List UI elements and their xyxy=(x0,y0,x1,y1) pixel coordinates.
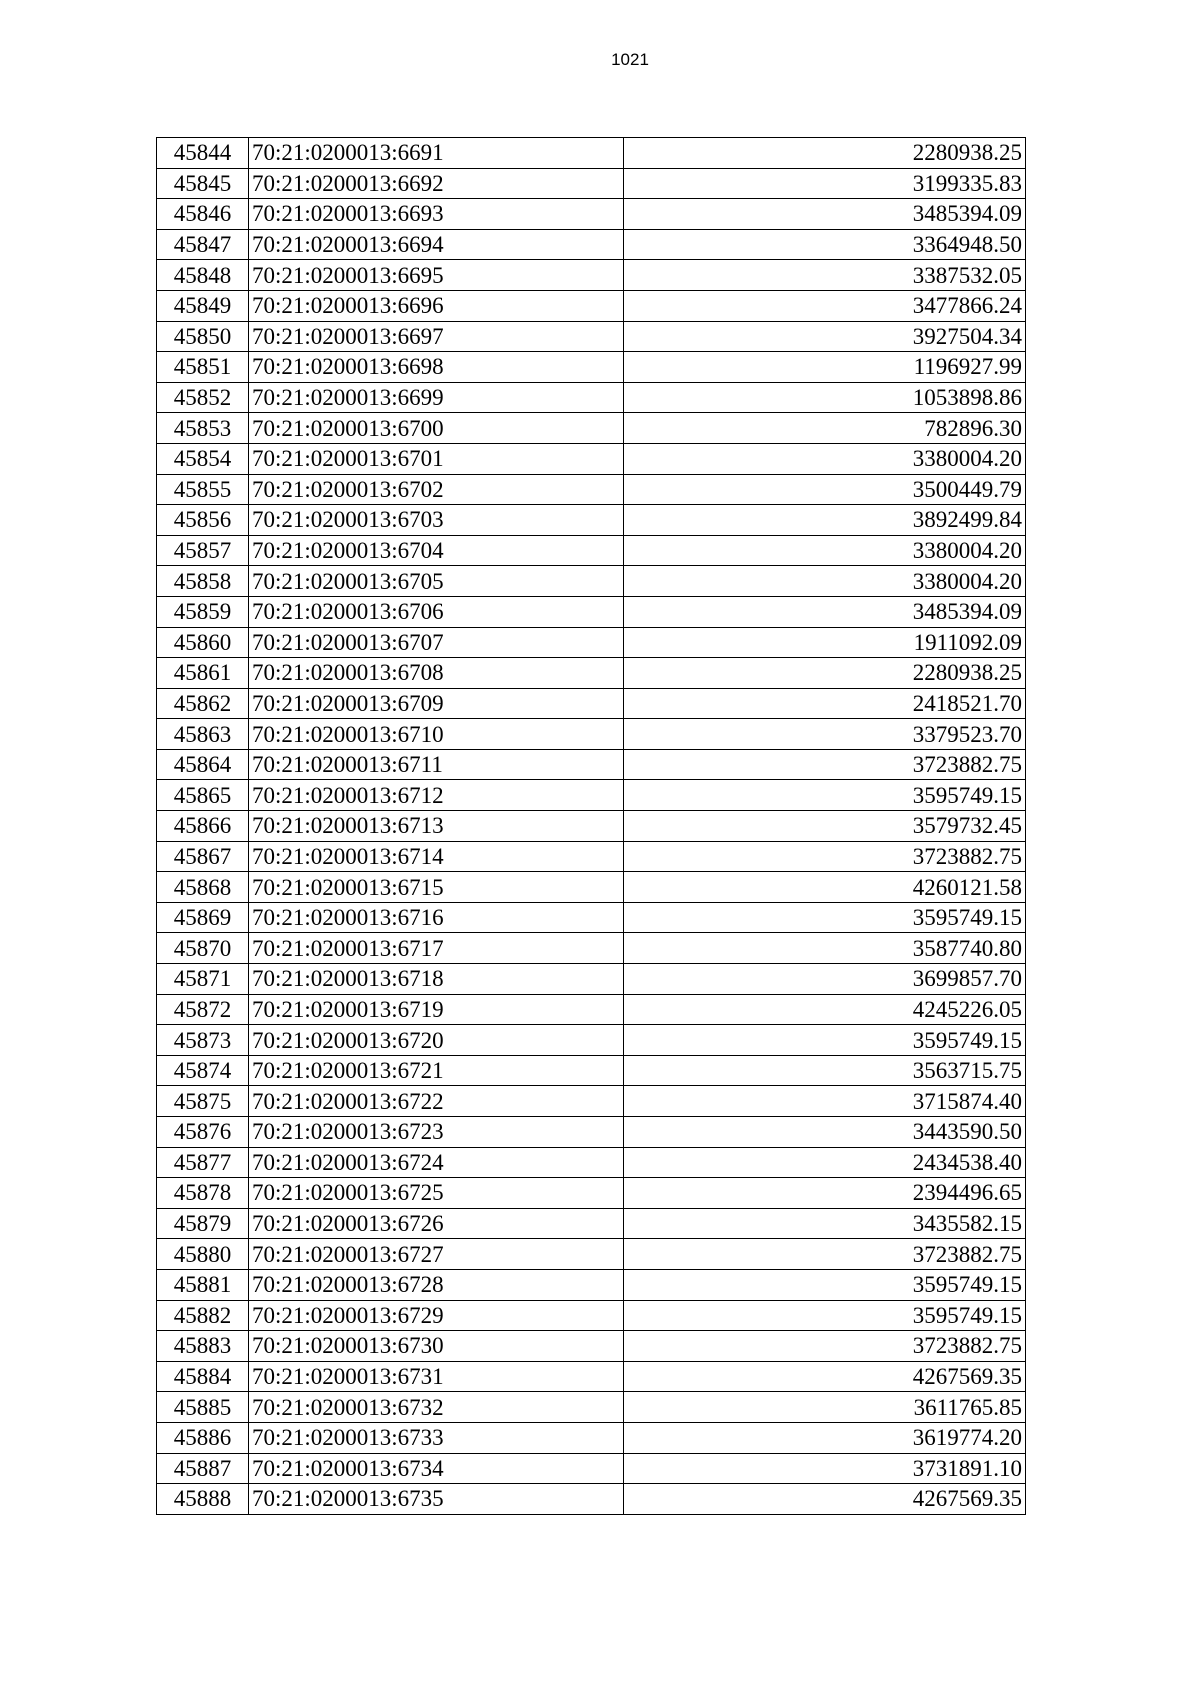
cadastral-value-cell: 3619774.20 xyxy=(624,1422,1026,1453)
cadastral-value-cell: 3892499.84 xyxy=(624,505,1026,536)
table-row xyxy=(157,1086,1026,1117)
table-row xyxy=(157,1239,1026,1270)
row-number-cell: 45846 xyxy=(157,199,249,230)
row-number-cell: 45883 xyxy=(157,1331,249,1362)
cadastral-value-cell: 3595749.15 xyxy=(624,1269,1026,1300)
row-number-cell: 45888 xyxy=(157,1484,249,1515)
table-row xyxy=(157,382,1026,413)
row-number-cell: 45858 xyxy=(157,566,249,597)
cadastral-value-cell: 3723882.75 xyxy=(624,1239,1026,1270)
row-number-cell: 45856 xyxy=(157,505,249,536)
table-row xyxy=(157,1147,1026,1178)
row-number-cell: 45886 xyxy=(157,1422,249,1453)
cadastral-number-cell: 70:21:0200013:6694 xyxy=(249,229,624,260)
cadastral-number-cell: 70:21:0200013:6697 xyxy=(249,321,624,352)
row-number-cell: 45880 xyxy=(157,1239,249,1270)
cadastral-number-cell: 70:21:0200013:6692 xyxy=(249,168,624,199)
cadastral-value-cell: 3723882.75 xyxy=(624,749,1026,780)
table-row xyxy=(157,1422,1026,1453)
table-row xyxy=(157,1117,1026,1148)
row-number-cell: 45852 xyxy=(157,382,249,413)
cadastral-value-cell: 3477866.24 xyxy=(624,290,1026,321)
row-number-cell: 45884 xyxy=(157,1361,249,1392)
table-row xyxy=(157,1484,1026,1515)
cadastral-number-cell: 70:21:0200013:6717 xyxy=(249,933,624,964)
cadastral-number-cell: 70:21:0200013:6700 xyxy=(249,413,624,444)
row-number-cell: 45861 xyxy=(157,658,249,689)
cadastral-number-cell: 70:21:0200013:6713 xyxy=(249,811,624,842)
row-number-cell: 45848 xyxy=(157,260,249,291)
table-row xyxy=(157,413,1026,444)
cadastral-number-cell: 70:21:0200013:6729 xyxy=(249,1300,624,1331)
row-number-cell: 45863 xyxy=(157,719,249,750)
row-number-cell: 45853 xyxy=(157,413,249,444)
cadastral-number-cell: 70:21:0200013:6703 xyxy=(249,505,624,536)
table-row xyxy=(157,474,1026,505)
row-number-cell: 45869 xyxy=(157,902,249,933)
cadastral-value-cell: 2418521.70 xyxy=(624,688,1026,719)
cadastral-number-cell: 70:21:0200013:6721 xyxy=(249,1055,624,1086)
row-number-cell: 45879 xyxy=(157,1208,249,1239)
row-number-cell: 45845 xyxy=(157,168,249,199)
cadastral-number-cell: 70:21:0200013:6715 xyxy=(249,872,624,903)
table-row xyxy=(157,1025,1026,1056)
row-number-cell: 45844 xyxy=(157,138,249,169)
cadastral-number-cell: 70:21:0200013:6705 xyxy=(249,566,624,597)
row-number-cell: 45862 xyxy=(157,688,249,719)
cadastral-value-cell: 1196927.99 xyxy=(624,352,1026,383)
table-row xyxy=(157,1300,1026,1331)
table-row xyxy=(157,749,1026,780)
cadastral-number-cell: 70:21:0200013:6709 xyxy=(249,688,624,719)
cadastral-number-cell: 70:21:0200013:6708 xyxy=(249,658,624,689)
row-number-cell: 45872 xyxy=(157,994,249,1025)
cadastral-value-cell: 4267569.35 xyxy=(624,1361,1026,1392)
cadastral-value-cell: 3723882.75 xyxy=(624,1331,1026,1362)
cadastral-value-cell: 3731891.10 xyxy=(624,1453,1026,1484)
cadastral-number-cell: 70:21:0200013:6698 xyxy=(249,352,624,383)
cadastral-number-cell: 70:21:0200013:6718 xyxy=(249,964,624,995)
cadastral-value-cell: 3485394.09 xyxy=(624,199,1026,230)
row-number-cell: 45881 xyxy=(157,1269,249,1300)
table-row xyxy=(157,841,1026,872)
table-row xyxy=(157,290,1026,321)
row-number-cell: 45870 xyxy=(157,933,249,964)
cadastral-number-cell: 70:21:0200013:6691 xyxy=(249,138,624,169)
cadastral-value-cell: 3579732.45 xyxy=(624,811,1026,842)
cadastral-number-cell: 70:21:0200013:6735 xyxy=(249,1484,624,1515)
table-row xyxy=(157,443,1026,474)
row-number-cell: 45882 xyxy=(157,1300,249,1331)
table-row xyxy=(157,505,1026,536)
table-row xyxy=(157,1178,1026,1209)
cadastral-number-cell: 70:21:0200013:6722 xyxy=(249,1086,624,1117)
row-number-cell: 45855 xyxy=(157,474,249,505)
cadastral-number-cell: 70:21:0200013:6714 xyxy=(249,841,624,872)
table-row xyxy=(157,902,1026,933)
cadastral-value-cell: 3500449.79 xyxy=(624,474,1026,505)
cadastral-number-cell: 70:21:0200013:6720 xyxy=(249,1025,624,1056)
cadastral-value-cell: 3715874.40 xyxy=(624,1086,1026,1117)
row-number-cell: 45877 xyxy=(157,1147,249,1178)
cadastral-value-cell: 3595749.15 xyxy=(624,780,1026,811)
row-number-cell: 45878 xyxy=(157,1178,249,1209)
table-row xyxy=(157,1453,1026,1484)
table-row xyxy=(157,260,1026,291)
table-row xyxy=(157,811,1026,842)
cadastral-value-cell: 2280938.25 xyxy=(624,138,1026,169)
cadastral-number-cell: 70:21:0200013:6706 xyxy=(249,596,624,627)
cadastral-number-cell: 70:21:0200013:6734 xyxy=(249,1453,624,1484)
row-number-cell: 45850 xyxy=(157,321,249,352)
table-row xyxy=(157,535,1026,566)
cadastral-number-cell: 70:21:0200013:6707 xyxy=(249,627,624,658)
cadastral-value-cell: 3380004.20 xyxy=(624,443,1026,474)
table-row xyxy=(157,872,1026,903)
table-row xyxy=(157,566,1026,597)
cadastral-number-cell: 70:21:0200013:6731 xyxy=(249,1361,624,1392)
table-row xyxy=(157,627,1026,658)
row-number-cell: 45866 xyxy=(157,811,249,842)
cadastral-value-cell: 3435582.15 xyxy=(624,1208,1026,1239)
cadastral-number-cell: 70:21:0200013:6693 xyxy=(249,199,624,230)
table-row xyxy=(157,596,1026,627)
row-number-cell: 45860 xyxy=(157,627,249,658)
cadastral-value-cell: 4267569.35 xyxy=(624,1484,1026,1515)
table-row xyxy=(157,199,1026,230)
cadastral-value-cell: 3563715.75 xyxy=(624,1055,1026,1086)
table-row xyxy=(157,658,1026,689)
cadastral-value-cell: 3364948.50 xyxy=(624,229,1026,260)
row-number-cell: 45865 xyxy=(157,780,249,811)
cadastral-value-cell: 2394496.65 xyxy=(624,1178,1026,1209)
table-row xyxy=(157,964,1026,995)
row-number-cell: 45867 xyxy=(157,841,249,872)
row-number-cell: 45875 xyxy=(157,1086,249,1117)
row-number-cell: 45868 xyxy=(157,872,249,903)
cadastral-number-cell: 70:21:0200013:6725 xyxy=(249,1178,624,1209)
cadastral-number-cell: 70:21:0200013:6704 xyxy=(249,535,624,566)
row-number-cell: 45885 xyxy=(157,1392,249,1423)
cadastral-number-cell: 70:21:0200013:6728 xyxy=(249,1269,624,1300)
cadastral-number-cell: 70:21:0200013:6701 xyxy=(249,443,624,474)
cadastral-value-cell: 3595749.15 xyxy=(624,1300,1026,1331)
row-number-cell: 45876 xyxy=(157,1117,249,1148)
cadastral-value-cell: 3595749.15 xyxy=(624,1025,1026,1056)
cadastral-value-cell: 2280938.25 xyxy=(624,658,1026,689)
cadastral-number-cell: 70:21:0200013:6732 xyxy=(249,1392,624,1423)
cadastral-value-cell: 3723882.75 xyxy=(624,841,1026,872)
cadastral-number-cell: 70:21:0200013:6726 xyxy=(249,1208,624,1239)
cadastral-number-cell: 70:21:0200013:6730 xyxy=(249,1331,624,1362)
cadastral-value-cell: 4260121.58 xyxy=(624,872,1026,903)
row-number-cell: 45857 xyxy=(157,535,249,566)
cadastral-number-cell: 70:21:0200013:6723 xyxy=(249,1117,624,1148)
cadastral-value-cell: 3611765.85 xyxy=(624,1392,1026,1423)
cadastral-value-cell: 4245226.05 xyxy=(624,994,1026,1025)
cadastral-value-cell: 3387532.05 xyxy=(624,260,1026,291)
cadastral-value-cell: 782896.30 xyxy=(624,413,1026,444)
row-number-cell: 45874 xyxy=(157,1055,249,1086)
cadastral-value-table xyxy=(156,137,1026,1515)
row-number-cell: 45864 xyxy=(157,749,249,780)
page-number: 1021 xyxy=(611,50,649,69)
table-row xyxy=(157,321,1026,352)
table-row xyxy=(157,168,1026,199)
cadastral-number-cell: 70:21:0200013:6716 xyxy=(249,902,624,933)
cadastral-value-cell: 3699857.70 xyxy=(624,964,1026,995)
table-row xyxy=(157,1208,1026,1239)
table-row xyxy=(157,229,1026,260)
table-row xyxy=(157,933,1026,964)
cadastral-number-cell: 70:21:0200013:6712 xyxy=(249,780,624,811)
cadastral-value-cell: 1053898.86 xyxy=(624,382,1026,413)
cadastral-number-cell: 70:21:0200013:6724 xyxy=(249,1147,624,1178)
table-row xyxy=(157,1331,1026,1362)
cadastral-value-cell: 3379523.70 xyxy=(624,719,1026,750)
cadastral-value-cell: 3380004.20 xyxy=(624,535,1026,566)
row-number-cell: 45854 xyxy=(157,443,249,474)
row-number-cell: 45851 xyxy=(157,352,249,383)
cadastral-number-cell: 70:21:0200013:6719 xyxy=(249,994,624,1025)
table-row xyxy=(157,1392,1026,1423)
table-row xyxy=(157,994,1026,1025)
table-row xyxy=(157,1361,1026,1392)
cadastral-number-cell: 70:21:0200013:6695 xyxy=(249,260,624,291)
row-number-cell: 45871 xyxy=(157,964,249,995)
row-number-cell: 45873 xyxy=(157,1025,249,1056)
cadastral-number-cell: 70:21:0200013:6696 xyxy=(249,290,624,321)
cadastral-value-cell: 3380004.20 xyxy=(624,566,1026,597)
cadastral-number-cell: 70:21:0200013:6699 xyxy=(249,382,624,413)
row-number-cell: 45847 xyxy=(157,229,249,260)
cadastral-value-cell: 3927504.34 xyxy=(624,321,1026,352)
cadastral-value-cell: 3485394.09 xyxy=(624,596,1026,627)
table-row xyxy=(157,1055,1026,1086)
cadastral-number-cell: 70:21:0200013:6727 xyxy=(249,1239,624,1270)
table-row xyxy=(157,719,1026,750)
table-body xyxy=(157,138,1026,1515)
cadastral-number-cell: 70:21:0200013:6733 xyxy=(249,1422,624,1453)
table-row xyxy=(157,138,1026,169)
table-row xyxy=(157,688,1026,719)
cadastral-number-cell: 70:21:0200013:6711 xyxy=(249,749,624,780)
cadastral-value-cell: 3443590.50 xyxy=(624,1117,1026,1148)
table-row xyxy=(157,1269,1026,1300)
row-number-cell: 45849 xyxy=(157,290,249,321)
row-number-cell: 45887 xyxy=(157,1453,249,1484)
table-row xyxy=(157,352,1026,383)
cadastral-value-cell: 3595749.15 xyxy=(624,902,1026,933)
table-row xyxy=(157,780,1026,811)
cadastral-value-cell: 2434538.40 xyxy=(624,1147,1026,1178)
cadastral-number-cell: 70:21:0200013:6702 xyxy=(249,474,624,505)
row-number-cell: 45859 xyxy=(157,596,249,627)
cadastral-value-cell: 3199335.83 xyxy=(624,168,1026,199)
cadastral-value-cell: 1911092.09 xyxy=(624,627,1026,658)
cadastral-number-cell: 70:21:0200013:6710 xyxy=(249,719,624,750)
cadastral-value-cell: 3587740.80 xyxy=(624,933,1026,964)
